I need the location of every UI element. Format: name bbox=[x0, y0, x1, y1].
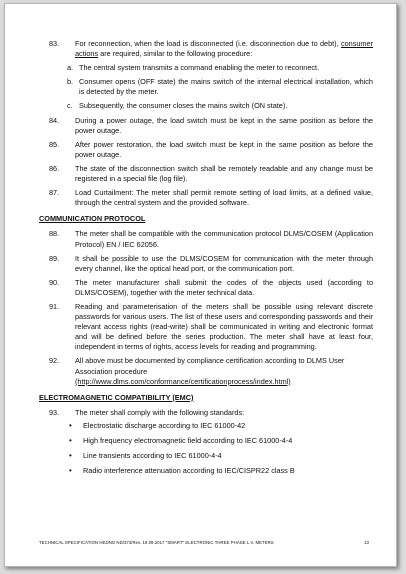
footer-document-title: TECHNICAL SPECIFICATION HEDNO ND/373/Rev. 19.09.2017 "SMART" ELECTRONIC THREE PHASE L.V. METERS bbox=[39, 540, 274, 545]
clause-text-underlined: consumer actions bbox=[75, 39, 373, 59]
list-item bbox=[69, 451, 373, 461]
clause-91 bbox=[39, 302, 373, 352]
clause-83 bbox=[39, 39, 373, 59]
clause-number: 92. bbox=[49, 356, 60, 366]
bullet-icon: • bbox=[69, 466, 72, 476]
document-page bbox=[4, 3, 397, 567]
clause-text-part: For reconnection, when the load is disconnected (i.e. disconnection due to debt), bbox=[75, 39, 341, 48]
clause-number: 83. bbox=[49, 39, 60, 48]
subclause-text: Consumer opens (OFF state) the mains switch of the internal electrical installation, which is detected by the meter. bbox=[79, 77, 373, 97]
clause-text: During a power outage, the load switch must be kept in the same position as before the power outage. bbox=[75, 115, 373, 135]
clause-number: 85. bbox=[49, 139, 60, 149]
section-heading-communication: COMMUNICATION PROTOCOL bbox=[39, 214, 146, 224]
bullet-icon: • bbox=[69, 436, 72, 445]
page-number: 13 bbox=[364, 540, 369, 545]
clause-number: 91. bbox=[49, 301, 60, 311]
list-item bbox=[69, 436, 373, 446]
clause-text: After power restoration, the load switch must be kept in the same position as before the power outage. bbox=[75, 139, 373, 159]
clause-90 bbox=[39, 278, 373, 298]
dlms-certification-link[interactable]: (http://www.dlms.com/conformance/certificationprocess/index.html) bbox=[75, 376, 291, 386]
clause-number: 88. bbox=[49, 229, 60, 239]
clause-text: The meter shall be compatible with the communication protocol DLMS/COSEM (Application Protocol) EN / IEC 62056. bbox=[75, 229, 373, 249]
list-item-text: Radio interference attenuation according to IEC/CISPR22 class B bbox=[83, 466, 295, 476]
clause-text: Reading and parameterisation of the meters shall be possible using relevant discrete passwords for various users. The list of these users and corresponding passwords and their relevant access rights (read-write) shall be communicated in writing and electronic format and will be defined before the series production. The meter shall have at least four, independent in terms of rights, access levels for reading and programming. bbox=[75, 301, 373, 352]
clause-number: 90. bbox=[49, 277, 60, 287]
clause-text: The meter manufacturer shall submit the codes of the objects used (according to DLMS/COSEM), together with the meter technical data. bbox=[75, 277, 373, 297]
clause-text bbox=[75, 39, 373, 59]
section-heading-emc: ELECTROMAGNETIC COMPATIBILITY (EMC) bbox=[39, 392, 194, 402]
clause-text: The state of the disconnection switch shall be remotely readable and any change must be registered in a special file (log file). bbox=[75, 163, 373, 184]
subclause-text: Subsequently, the consumer closes the mains switch (ON state). bbox=[79, 101, 288, 111]
list-item-text: High frequency electromagnetic field according to IEC 61000-4-4 bbox=[83, 436, 293, 445]
clause-text-part: All above must be documented by compliance certification according to DLMS User Association procedure bbox=[75, 356, 345, 376]
subclause-label: b. bbox=[67, 77, 74, 87]
subclause-83b bbox=[39, 77, 373, 97]
clause-number: 87. bbox=[49, 188, 60, 198]
clause-number: 93. bbox=[49, 407, 60, 417]
clause-number: 86. bbox=[49, 163, 60, 173]
clause-text: Load Curtailment: The meter shall permit remote setting of load limits, at a defined value, through the central system and the provided software. bbox=[75, 188, 373, 208]
subclause-label: c. bbox=[67, 101, 73, 111]
clause-84 bbox=[39, 116, 373, 136]
list-item bbox=[69, 421, 373, 431]
bullet-icon: • bbox=[69, 420, 72, 430]
clause-text-part: are required, similar to the following procedure: bbox=[98, 49, 253, 59]
list-item-text: Electrostatic discharge according to IEC 61000-42 bbox=[83, 420, 246, 430]
subclause-83c bbox=[39, 101, 373, 111]
clause-text bbox=[75, 356, 373, 386]
list-item bbox=[69, 466, 373, 476]
clause-89 bbox=[39, 254, 373, 274]
clause-text: It shall be possible to use the DLMS/COSEM for communication with the meter through every channel, like the optical head port, or the communication port. bbox=[75, 253, 373, 273]
clause-93 bbox=[39, 408, 373, 418]
emc-standards-list bbox=[39, 421, 373, 476]
subclause-label: a. bbox=[67, 63, 74, 73]
clause-86 bbox=[39, 164, 373, 184]
clause-text: The meter shall comply with the following standards: bbox=[75, 407, 245, 417]
subclause-text: The central system transmits a command enabling the meter to reconnect. bbox=[79, 63, 320, 73]
subclause-83a bbox=[39, 63, 373, 73]
page-content bbox=[39, 39, 373, 481]
clause-88 bbox=[39, 229, 373, 249]
page-footer bbox=[39, 540, 369, 546]
clause-87 bbox=[39, 188, 373, 208]
list-item-text: Line transients according to IEC 61000-4-4 bbox=[83, 451, 222, 461]
clause-92 bbox=[39, 356, 373, 386]
clause-number: 89. bbox=[49, 253, 60, 263]
clause-number: 84. bbox=[49, 115, 60, 125]
clause-85 bbox=[39, 140, 373, 160]
bullet-icon: • bbox=[69, 451, 72, 461]
